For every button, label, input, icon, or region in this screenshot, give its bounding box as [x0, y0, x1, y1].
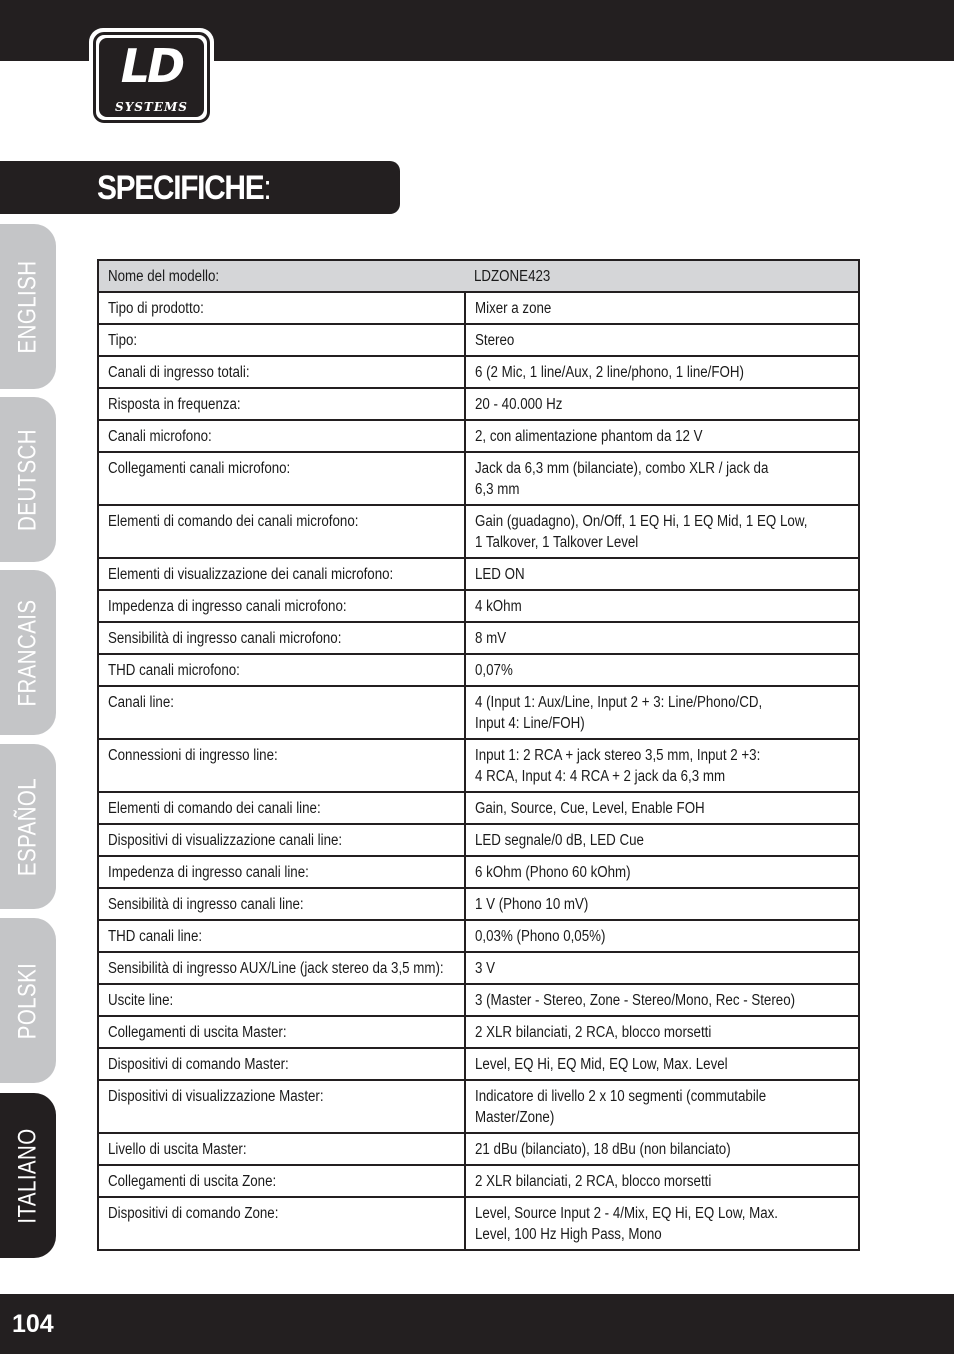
- lang-tab-francais[interactable]: [0, 570, 56, 735]
- spec-value: Input 1: 2 RCA + jack stereo 3,5 mm, Input 2 +3:: [475, 747, 761, 764]
- spec-value: 20 - 40.000 Hz: [475, 396, 563, 413]
- spec-header-label: Nome del modello:: [108, 268, 220, 285]
- spec-value: 4 (Input 1: Aux/Line, Input 2 + 3: Line/Phono/CD,: [475, 694, 763, 711]
- spec-label: Canali di ingresso totali:: [108, 364, 250, 381]
- spec-value: 6 kOhm (Phono 60 kOhm): [475, 864, 631, 881]
- section-title-bar: [0, 161, 400, 214]
- spec-row: [98, 324, 859, 356]
- spec-value: 2, con alimentazione phantom da 12 V: [475, 428, 703, 445]
- spec-value: Input 4: Line/FOH): [475, 715, 585, 732]
- spec-value: 3 (Master - Stereo, Zone - Stereo/Mono, Rec - Stereo): [475, 992, 796, 1009]
- spec-row: [98, 824, 859, 856]
- lang-tab-label: FRANCAIS: [13, 599, 42, 706]
- spec-label: THD canali line:: [108, 928, 203, 945]
- spec-row: [98, 856, 859, 888]
- spec-label: Risposta in frequenza:: [108, 396, 241, 413]
- lang-tab-label: DEUTSCH: [13, 428, 42, 531]
- spec-label: Elementi di comando dei canali line:: [108, 800, 321, 817]
- spec-value: Master/Zone): [475, 1109, 555, 1126]
- spec-value: 1 Talkover, 1 Talkover Level: [475, 534, 639, 551]
- spec-label: Dispositivi di comando Master:: [108, 1056, 289, 1073]
- spec-label: Livello di uscita Master:: [108, 1141, 247, 1158]
- lang-tab-deutsch[interactable]: [0, 397, 56, 562]
- spec-value: Jack da 6,3 mm (bilanciate), combo XLR / jack da: [475, 460, 769, 477]
- spec-value: Level, 100 Hz High Pass, Mono: [475, 1226, 662, 1243]
- spec-row: [98, 686, 859, 739]
- lang-tab-espanol[interactable]: [0, 744, 56, 909]
- lang-tab-polski[interactable]: [0, 918, 56, 1083]
- spec-row: [98, 984, 859, 1016]
- lang-tab-english[interactable]: [0, 224, 56, 389]
- spec-value: LED segnale/0 dB, LED Cue: [475, 832, 644, 849]
- spec-value: Level, EQ Hi, EQ Mid, EQ Low, Max. Level: [475, 1056, 728, 1073]
- spec-row: [98, 1016, 859, 1048]
- spec-label: Tipo:: [108, 332, 138, 349]
- spec-row: [98, 952, 859, 984]
- spec-label: Collegamenti di uscita Master:: [108, 1024, 287, 1041]
- spec-row: [98, 654, 859, 686]
- spec-row: [98, 1048, 859, 1080]
- spec-value: Gain, Source, Cue, Level, Enable FOH: [475, 800, 705, 817]
- spec-value: 4 RCA, Input 4: 4 RCA + 2 jack da 6,3 mm: [475, 768, 726, 785]
- spec-row: [98, 558, 859, 590]
- spec-label: Canali microfono:: [108, 428, 212, 445]
- lang-tab-label: ESPAÑOL: [13, 777, 42, 876]
- spec-row: [98, 1197, 859, 1250]
- spec-row: [98, 622, 859, 654]
- spec-value: 3 V: [475, 960, 496, 977]
- spec-value: 21 dBu (bilanciato), 18 dBu (non bilanciato): [475, 1141, 731, 1158]
- spec-row: [98, 1133, 859, 1165]
- spec-row: [98, 420, 859, 452]
- spec-label: Dispositivi di visualizzazione Master:: [108, 1088, 324, 1105]
- spec-value: 6 (2 Mic, 1 line/Aux, 2 line/phono, 1 line/FOH): [475, 364, 744, 381]
- logo-sub-text: SYSTEMS: [115, 100, 188, 114]
- spec-header-row: [98, 260, 859, 292]
- spec-value: Mixer a zone: [475, 300, 552, 317]
- spec-value: 4 kOhm: [475, 598, 522, 615]
- spec-label: Connessioni di ingresso line:: [108, 747, 278, 764]
- lang-tab-label: ENGLISH: [13, 260, 42, 353]
- spec-header-value: LDZONE423: [474, 268, 551, 285]
- spec-label: Sensibilità di ingresso canali line:: [108, 896, 304, 913]
- spec-table: [97, 259, 860, 1251]
- spec-label: Sensibilità di ingresso canali microfono:: [108, 630, 342, 647]
- page-number: 104: [12, 1310, 54, 1338]
- spec-value: 6,3 mm: [475, 481, 520, 498]
- ld-systems-logo: [89, 28, 214, 127]
- footer-bar: [0, 1294, 954, 1354]
- spec-row: [98, 356, 859, 388]
- spec-value: LED ON: [475, 566, 525, 583]
- spec-value: Indicatore di livello 2 x 10 segmenti (commutabile: [475, 1088, 767, 1105]
- spec-label: Collegamenti di uscita Zone:: [108, 1173, 277, 1190]
- spec-label: Collegamenti canali microfono:: [108, 460, 291, 477]
- spec-value: 8 mV: [475, 630, 507, 647]
- spec-label: Impedenza di ingresso canali line:: [108, 864, 309, 881]
- spec-label: Impedenza di ingresso canali microfono:: [108, 598, 347, 615]
- spec-value: 0,03% (Phono 0,05%): [475, 928, 606, 945]
- spec-value: Level, Source Input 2 - 4/Mix, EQ Hi, EQ Low, Max.: [475, 1205, 779, 1222]
- spec-label: Elementi di comando dei canali microfono:: [108, 513, 359, 530]
- spec-label: Tipo di prodotto:: [108, 300, 204, 317]
- lang-tab-italiano[interactable]: [0, 1093, 56, 1258]
- spec-label: Elementi di visualizzazione dei canali microfono:: [108, 566, 394, 583]
- spec-label: THD canali microfono:: [108, 662, 240, 679]
- spec-label: Sensibilità di ingresso AUX/Line (jack stereo da 3,5 mm):: [108, 960, 444, 977]
- spec-value: Gain (guadagno), On/Off, 1 EQ Hi, 1 EQ Mid, 1 EQ Low,: [475, 513, 808, 530]
- spec-label: Dispositivi di visualizzazione canali line:: [108, 832, 343, 849]
- spec-row: [98, 1080, 859, 1133]
- spec-row: [98, 590, 859, 622]
- lang-tab-label: POLSKI: [13, 962, 42, 1039]
- spec-row: [98, 739, 859, 792]
- spec-label: Uscite line:: [108, 992, 174, 1009]
- spec-row: [98, 792, 859, 824]
- spec-value: 0,07%: [475, 662, 513, 679]
- spec-value: 1 V (Phono 10 mV): [475, 896, 589, 913]
- spec-row: [98, 452, 859, 505]
- spec-value: 2 XLR bilanciati, 2 RCA, blocco morsetti: [475, 1024, 712, 1041]
- spec-label: Canali line:: [108, 694, 174, 711]
- spec-row: [98, 505, 859, 558]
- spec-label: Dispositivi di comando Zone:: [108, 1205, 279, 1222]
- spec-row: [98, 1165, 859, 1197]
- spec-row: [98, 388, 859, 420]
- spec-row: [98, 292, 859, 324]
- spec-value: Stereo: [475, 332, 515, 349]
- lang-tab-label: ITALIANO: [13, 1127, 42, 1224]
- page-title: SPECIFICHE:: [97, 169, 272, 207]
- logo-main-text: LD: [120, 39, 183, 93]
- spec-row: [98, 888, 859, 920]
- spec-value: 2 XLR bilanciati, 2 RCA, blocco morsetti: [475, 1173, 712, 1190]
- spec-row: [98, 920, 859, 952]
